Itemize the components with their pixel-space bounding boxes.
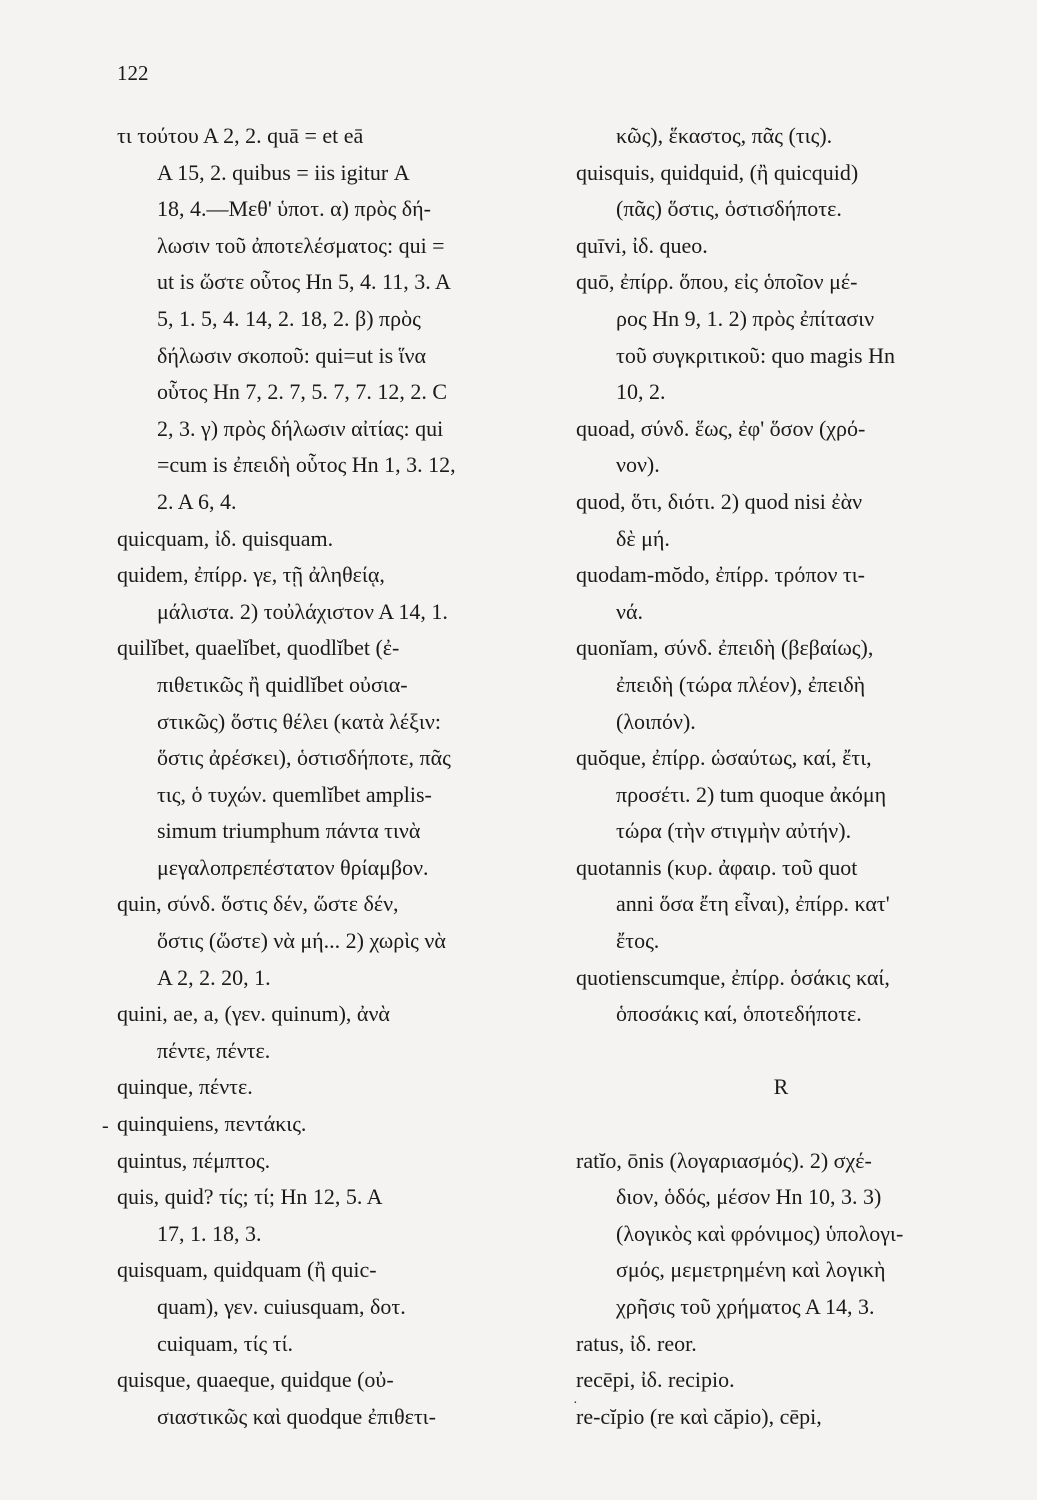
- blank-line: [576, 1106, 1016, 1143]
- entry-line: (λοιπόν).: [616, 708, 696, 734]
- entry-line: πιθετικῶς ἢ quidlĭbet οὐσια-: [157, 671, 408, 697]
- entry-line: δὲ μή.: [616, 525, 670, 551]
- entry-line: τοῦ συγκριτικοῦ: quo magis Hn: [616, 342, 895, 368]
- entry-line: ut is ὥστε οὗτος Hn 5, 4. 11, 3. A: [157, 269, 451, 295]
- entry-line: 2, 3. γ) πρὸς δήλωσιν αἰτίας: qui: [157, 415, 444, 441]
- entry-line: κῶς), ἕκαστος, πᾶς (τις).: [616, 123, 833, 148]
- entry-line: quisquam, quidquam (ἢ quic-: [117, 1257, 377, 1283]
- entry-line: σιαστικῶς καὶ quodque ἐπιθετι-: [157, 1403, 436, 1429]
- entry-line: quŏque, ἐπίρρ. ὡσαύτως, καί, ἔτι,: [576, 745, 872, 771]
- page-number: 122: [117, 61, 149, 85]
- entry-line: 17, 1. 18, 3.: [157, 1220, 262, 1246]
- entry-line: στικῶς) ὅστις θέλει (κατὰ λέξιν:: [157, 708, 441, 734]
- entry-line: anni ὅσα ἔτη εἶναι), ἐπίρρ. κατ': [616, 891, 890, 917]
- entry-line: οὗτος Hn 7, 2. 7, 5. 7, 7. 12, 2. C: [157, 379, 448, 405]
- margin-dash-mark: -: [102, 1115, 109, 1137]
- entry-line: quō, ἐπίρρ. ὅπου, εἰς ὁποῖον μέ-: [576, 269, 858, 295]
- entry-line: ἐπειδὴ (τώρα πλέον), ἐπειδὴ: [616, 671, 866, 697]
- entry-line: =cum is ἐπειδὴ οὗτος Hn 1, 3. 12,: [157, 452, 456, 478]
- entry-line: δήλωσιν σκοποῦ: qui=ut is ἵνα: [157, 342, 427, 368]
- entry-line: σμός, μεμετρημένη καὶ λογικὴ: [616, 1257, 886, 1283]
- entry-line: quotienscumque, ἐπίρρ. ὁσάκις καί,: [576, 964, 890, 990]
- entry-line: ρος Hn 9, 1. 2) πρὸς ἐπίτασιν: [616, 305, 875, 331]
- entry-line: Α 15, 2. quibus = iis igitur Α: [157, 159, 410, 185]
- entry-line: (πᾶς) ὅστις, ὁστισδήποτε.: [616, 196, 842, 222]
- entry-line: quintus, πέμπτος.: [117, 1147, 271, 1173]
- section-letter-heading: R: [773, 1074, 789, 1100]
- entry-line: 18, 4.—Μεθ' ὑποτ. α) πρὸς δή-: [157, 196, 431, 222]
- blank-line: [576, 1033, 1016, 1070]
- entry-line: quinque, πέντε.: [117, 1074, 253, 1100]
- entry-line: quam), γεν. cuiusquam, δοτ.: [157, 1294, 406, 1319]
- entry-line: νον).: [616, 452, 660, 478]
- entry-line: quinquiens, πεντάκις.: [117, 1111, 307, 1137]
- entry-line: προσέτι. 2) tum quoque ἀκόμη: [616, 781, 887, 807]
- margin-dot-mark: ·: [573, 1396, 578, 1411]
- entry-line: simum triumphum πάντα τινὰ: [157, 818, 421, 844]
- entry-line: quoad, σύνδ. ἕως, ἐφ' ὅσον (χρό-: [576, 415, 866, 441]
- entry-line: quod, ὅτι, διότι. 2) quod nisi ἐὰν: [576, 488, 863, 514]
- entry-line: μάλιστα. 2) τοὐλάχιστον Α 14, 1.: [157, 598, 448, 624]
- entry-line: ὅστις (ὥστε) νὰ μή... 2) χωρὶς νὰ: [157, 928, 446, 954]
- entry-line: quin, σύνδ. ὅστις δέν, ὥστε δέν,: [117, 891, 399, 917]
- entry-line: διον, ὁδός, μέσον Hn 10, 3. 3): [616, 1184, 882, 1210]
- entry-line: quotannis (κυρ. ἀφαιρ. τοῦ quot: [576, 854, 858, 880]
- entry-line: ὅστις ἀρέσκει), ὁστισδήποτε, πᾶς: [157, 745, 451, 771]
- entry-line: πέντε, πέντε.: [157, 1037, 271, 1063]
- entry-line: τώρα (τὴν στιγμὴν αὐτήν).: [616, 818, 852, 844]
- entry-line: λωσιν τοῦ ἀποτελέσματος: qui =: [157, 232, 445, 258]
- entry-line: ratus, ἰδ. reor.: [576, 1330, 697, 1356]
- entry-line: ratĭo, ōnis (λογαριασμός). 2) σχέ-: [576, 1147, 872, 1173]
- entry-line: quis, quid? τίς; τί; Hn 12, 5. A: [117, 1184, 383, 1210]
- entry-line: τις, ὁ τυχών. quemlĭbet amplis-: [157, 781, 432, 807]
- entry-line: quicquam, ἰδ. quisquam.: [117, 525, 334, 551]
- entry-line: νά.: [616, 598, 643, 624]
- entry-line: quisque, quaeque, quidque (οὐ-: [117, 1367, 394, 1393]
- left-column: [117, 118, 549, 1435]
- entry-line: quilĭbet, quaelĭbet, quodlĭbet (ἐ-: [117, 635, 400, 661]
- entry-line: quini, ae, a, (γεν. quinum), ἀνὰ: [117, 1001, 390, 1027]
- entry-line: recēpi, ἰδ. recipio.: [576, 1367, 735, 1393]
- entry-line: ὁποσάκις καί, ὁποτεδήποτε.: [616, 1001, 862, 1027]
- entry-line: χρῆσις τοῦ χρήματος Α 14, 3.: [616, 1294, 875, 1319]
- entry-line: ἔτος.: [616, 928, 660, 954]
- entry-line: 10, 2.: [616, 379, 666, 405]
- entry-line: 2. A 6, 4.: [157, 488, 237, 514]
- entry-line: quisquis, quidquid, (ἢ quicquid): [576, 159, 859, 185]
- entry-line: re-cĭpio (re καὶ căpio), cēpi,: [576, 1403, 822, 1429]
- entry-line: quodam-mŏdo, ἐπίρρ. τρόπον τι-: [576, 562, 865, 588]
- entry-line: μεγαλοπρεπέστατον θρίαμβον.: [157, 854, 429, 880]
- right-column: [576, 118, 1016, 1435]
- entry-line: cuiquam, τίς τί.: [157, 1330, 293, 1356]
- entry-line: (λογικὸς καὶ φρόνιμος) ὑπολογι-: [616, 1220, 904, 1246]
- entry-line: quidem, ἐπίρρ. γε, τῇ ἀληθείᾳ,: [117, 562, 385, 588]
- entry-line: A 2, 2. 20, 1.: [157, 964, 271, 990]
- entry-line: quonĭam, σύνδ. ἐπειδὴ (βεβαίως),: [576, 635, 874, 661]
- entry-line: quīvi, ἰδ. queo.: [576, 232, 708, 258]
- entry-line: 5, 1. 5, 4. 14, 2. 18, 2. β) πρὸς: [157, 305, 421, 331]
- entry-line: τι τούτου Α 2, 2. quā = et eā: [117, 123, 364, 148]
